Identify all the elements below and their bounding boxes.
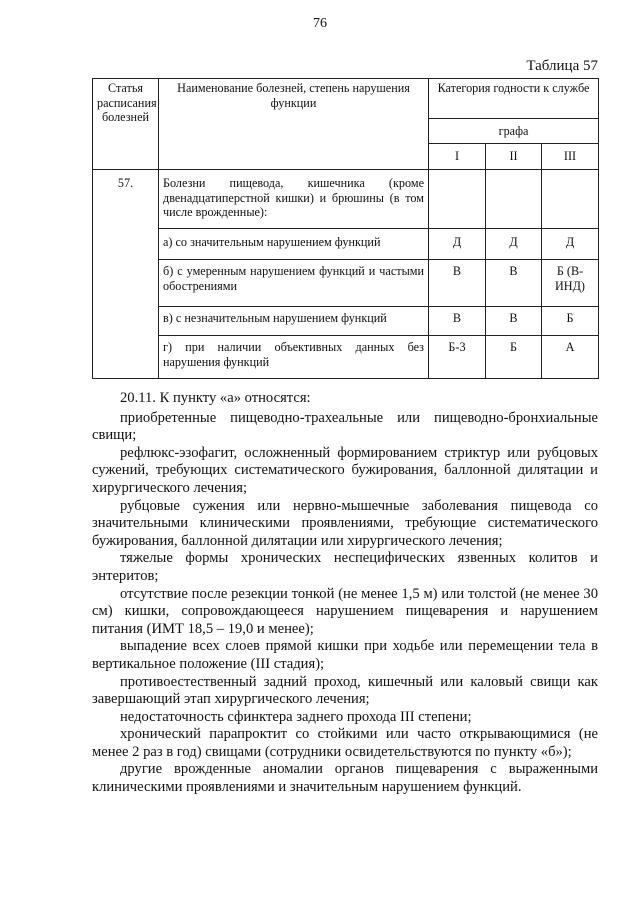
header-graph-2: II <box>486 144 542 170</box>
category-cell: В <box>486 307 542 336</box>
header-article: Статья расписания болезней <box>93 79 159 170</box>
diagnosis-cell: а) со значительным нарушением функций <box>159 229 429 260</box>
paragraph: приобретенные пищеводно-трахеальные или пищеводно-бронхиальные свищи; <box>92 409 598 444</box>
diagnosis-cell: г) при наличии объективных данных без нарушения функций <box>159 336 429 379</box>
category-cell: Б-3 <box>429 336 486 379</box>
category-cell <box>486 170 542 229</box>
category-cell: Б <box>542 307 599 336</box>
paragraph: хронический парапроктит со стойкими или часто открывающимися (не менее 2 раз в год) свищами (сотрудники освидетельствуются по пункту «б»); <box>92 726 598 760</box>
header-graph-3: III <box>542 144 599 170</box>
category-cell <box>542 170 599 229</box>
category-cell: Б <box>486 336 542 379</box>
table-header-row <box>93 79 599 119</box>
table-row <box>93 260 599 307</box>
paragraph: выпадение всех слоев прямой кишки при ходьбе или перемещении тела в вертикальное положение (III стадия); <box>92 638 598 672</box>
header-category: Категория годности к службе <box>429 79 599 119</box>
category-cell: А <box>542 336 599 379</box>
header-disease-name: Наименование болезней, степень нарушения функции <box>159 79 429 170</box>
diagnosis-cell: в) с незначительным нарушением функций <box>159 307 429 336</box>
table-row <box>93 229 599 260</box>
category-cell: В <box>429 260 486 307</box>
diagnosis-cell: Болезни пищевода, кишечника (кроме двенадцатиперстной кишки) и брюшины (в том числе врожденные): <box>159 170 429 229</box>
category-cell <box>429 170 486 229</box>
diagnosis-cell: б) с умеренным нарушением функций и частыми обострениями <box>159 260 429 307</box>
table-row <box>93 307 599 336</box>
paragraph: рефлюкс-эзофагит, осложненный формированием стриктур или рубцовых сужений, требующих систематического бужирования, баллонной дилятации и хирургического лечения; <box>92 444 598 496</box>
header-grafa: графа <box>429 118 599 144</box>
table-row <box>93 336 599 379</box>
category-cell: В <box>429 307 486 336</box>
category-cell: Б (В-ИНД) <box>542 260 599 307</box>
paragraph: отсутствие после резекции тонкой (не менее 1,5 м) или толстой (не менее 30 см) кишки, сопровождающееся нарушением пищеварения и нарушением питания (ИМТ 18,5 – 19,0 и менее); <box>92 585 598 637</box>
paragraph: тяжелые формы хронических неспецифических язвенных колитов и энтеритов; <box>92 550 598 584</box>
header-graph-1: I <box>429 144 486 170</box>
table-caption: Таблица 57 <box>526 58 598 74</box>
fitness-category-table <box>92 78 599 379</box>
category-cell: Д <box>486 229 542 260</box>
paragraph: другие врожденные аномалии органов пищеварения с выраженными клиническими проявлениями и значительным нарушением функций. <box>92 761 598 796</box>
article-number: 57. <box>93 170 159 379</box>
category-cell: В <box>486 260 542 307</box>
category-cell: Д <box>429 229 486 260</box>
section-intro: 20.11. К пункту «а» относятся: <box>120 390 311 406</box>
paragraph: недостаточность сфинктера заднего прохода III степени; <box>120 708 472 725</box>
table-row <box>93 170 599 229</box>
body-text <box>92 390 598 797</box>
page-number: 76 <box>313 16 327 31</box>
paragraph: рубцовые сужения или нервно-мышечные заболевания пищевода со значительными клиническими проявлениями, требующие систематического бужирования, баллонной дилятации или хирургического лечения; <box>92 497 598 549</box>
category-cell: Д <box>542 229 599 260</box>
paragraph: противоестественный задний проход, кишечный или каловый свищи как завершающий этап хирургического лечения; <box>92 673 598 708</box>
